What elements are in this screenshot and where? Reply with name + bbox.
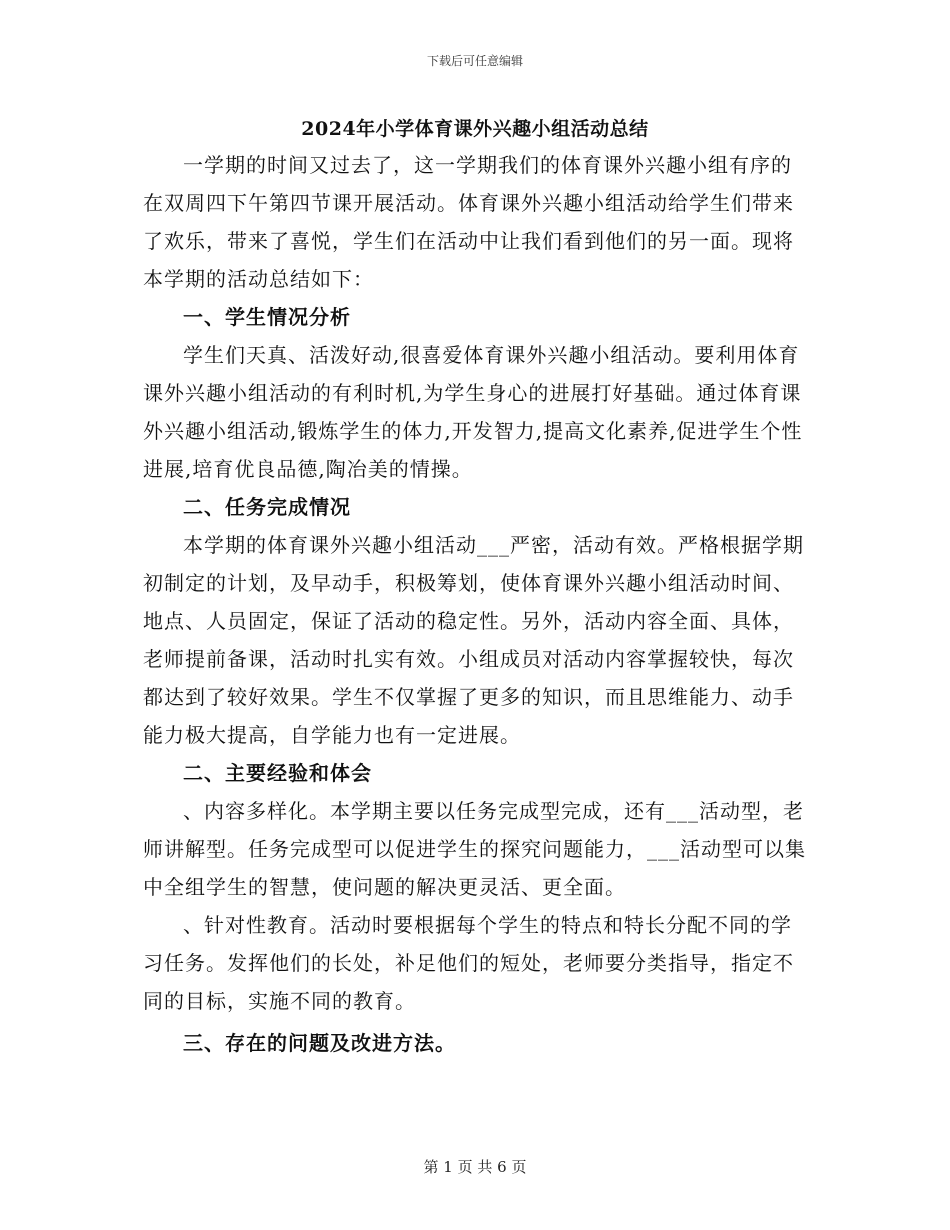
- document-body: [143, 146, 807, 1062]
- intro-paragraph: 一学期的时间又过去了，这一学期我们的体育课外兴趣小组有序的在双周四下午第四节课开展活动。体育课外兴趣小组活动给学生们带来了欢乐，带来了喜悦，学生们在活动中让我们看到他们的另一面。现将本学期的活动总结如下：: [143, 153, 794, 291]
- document-title: 2024年小学体育课外兴趣小组活动总结: [301, 118, 649, 140]
- section-heading-experience: 二、主要经验和体会: [183, 761, 372, 785]
- experience-paragraph-targeted: 、针对性教育。活动时要根据每个学生的特点和特长分配不同的学习任务。发挥他们的长处，补足他们的短处，老师要分类指导，指定不同的目标，实施不同的教育。: [143, 913, 794, 1013]
- student-analysis-paragraph: 学生们天真、活泼好动,很喜爱体育课外兴趣小组活动。要利用体育课外兴趣小组活动的有利时机,为学生身心的进展打好基础。通过体育课外兴趣小组活动,锻炼学生的体力,开发智力,提高文化素养,促进学生个性进展,培育优良品德,陶冶美的情操。: [143, 343, 803, 481]
- page-number: 第 1 页 共 6 页: [423, 1158, 527, 1176]
- task-completion-paragraph: 本学期的体育课外兴趣小组活动___严密，活动有效。严格根据学期初制定的计划，及早动手，积极筹划，使体育课外兴趣小组活动时间、地点、人员固定，保证了活动的稳定性。另外，活动内容全面、具体，老师提前备课，活动时扎实有效。小组成员对活动内容掌握较快，每次都达到了较好效果。学生不仅掌握了更多的知识，而且思维能力、动手能力极大提高，自学能力也有一定进展。: [143, 533, 804, 747]
- section-heading-problems: 三、存在的问题及改进方法。: [183, 1031, 456, 1055]
- experience-paragraph-diversity: 、内容多样化。本学期主要以任务完成型完成，还有___活动型，老师讲解型。任务完成型可以促进学生的探究问题能力，___活动型可以集中全组学生的智慧，使问题的解决更灵活、更全面。: [143, 799, 806, 899]
- page-header-note: 下载后可任意编辑: [426, 54, 523, 68]
- section-heading-task-completion: 二、任务完成情况: [183, 495, 351, 519]
- section-heading-student-analysis: 一、学生情况分析: [183, 305, 351, 329]
